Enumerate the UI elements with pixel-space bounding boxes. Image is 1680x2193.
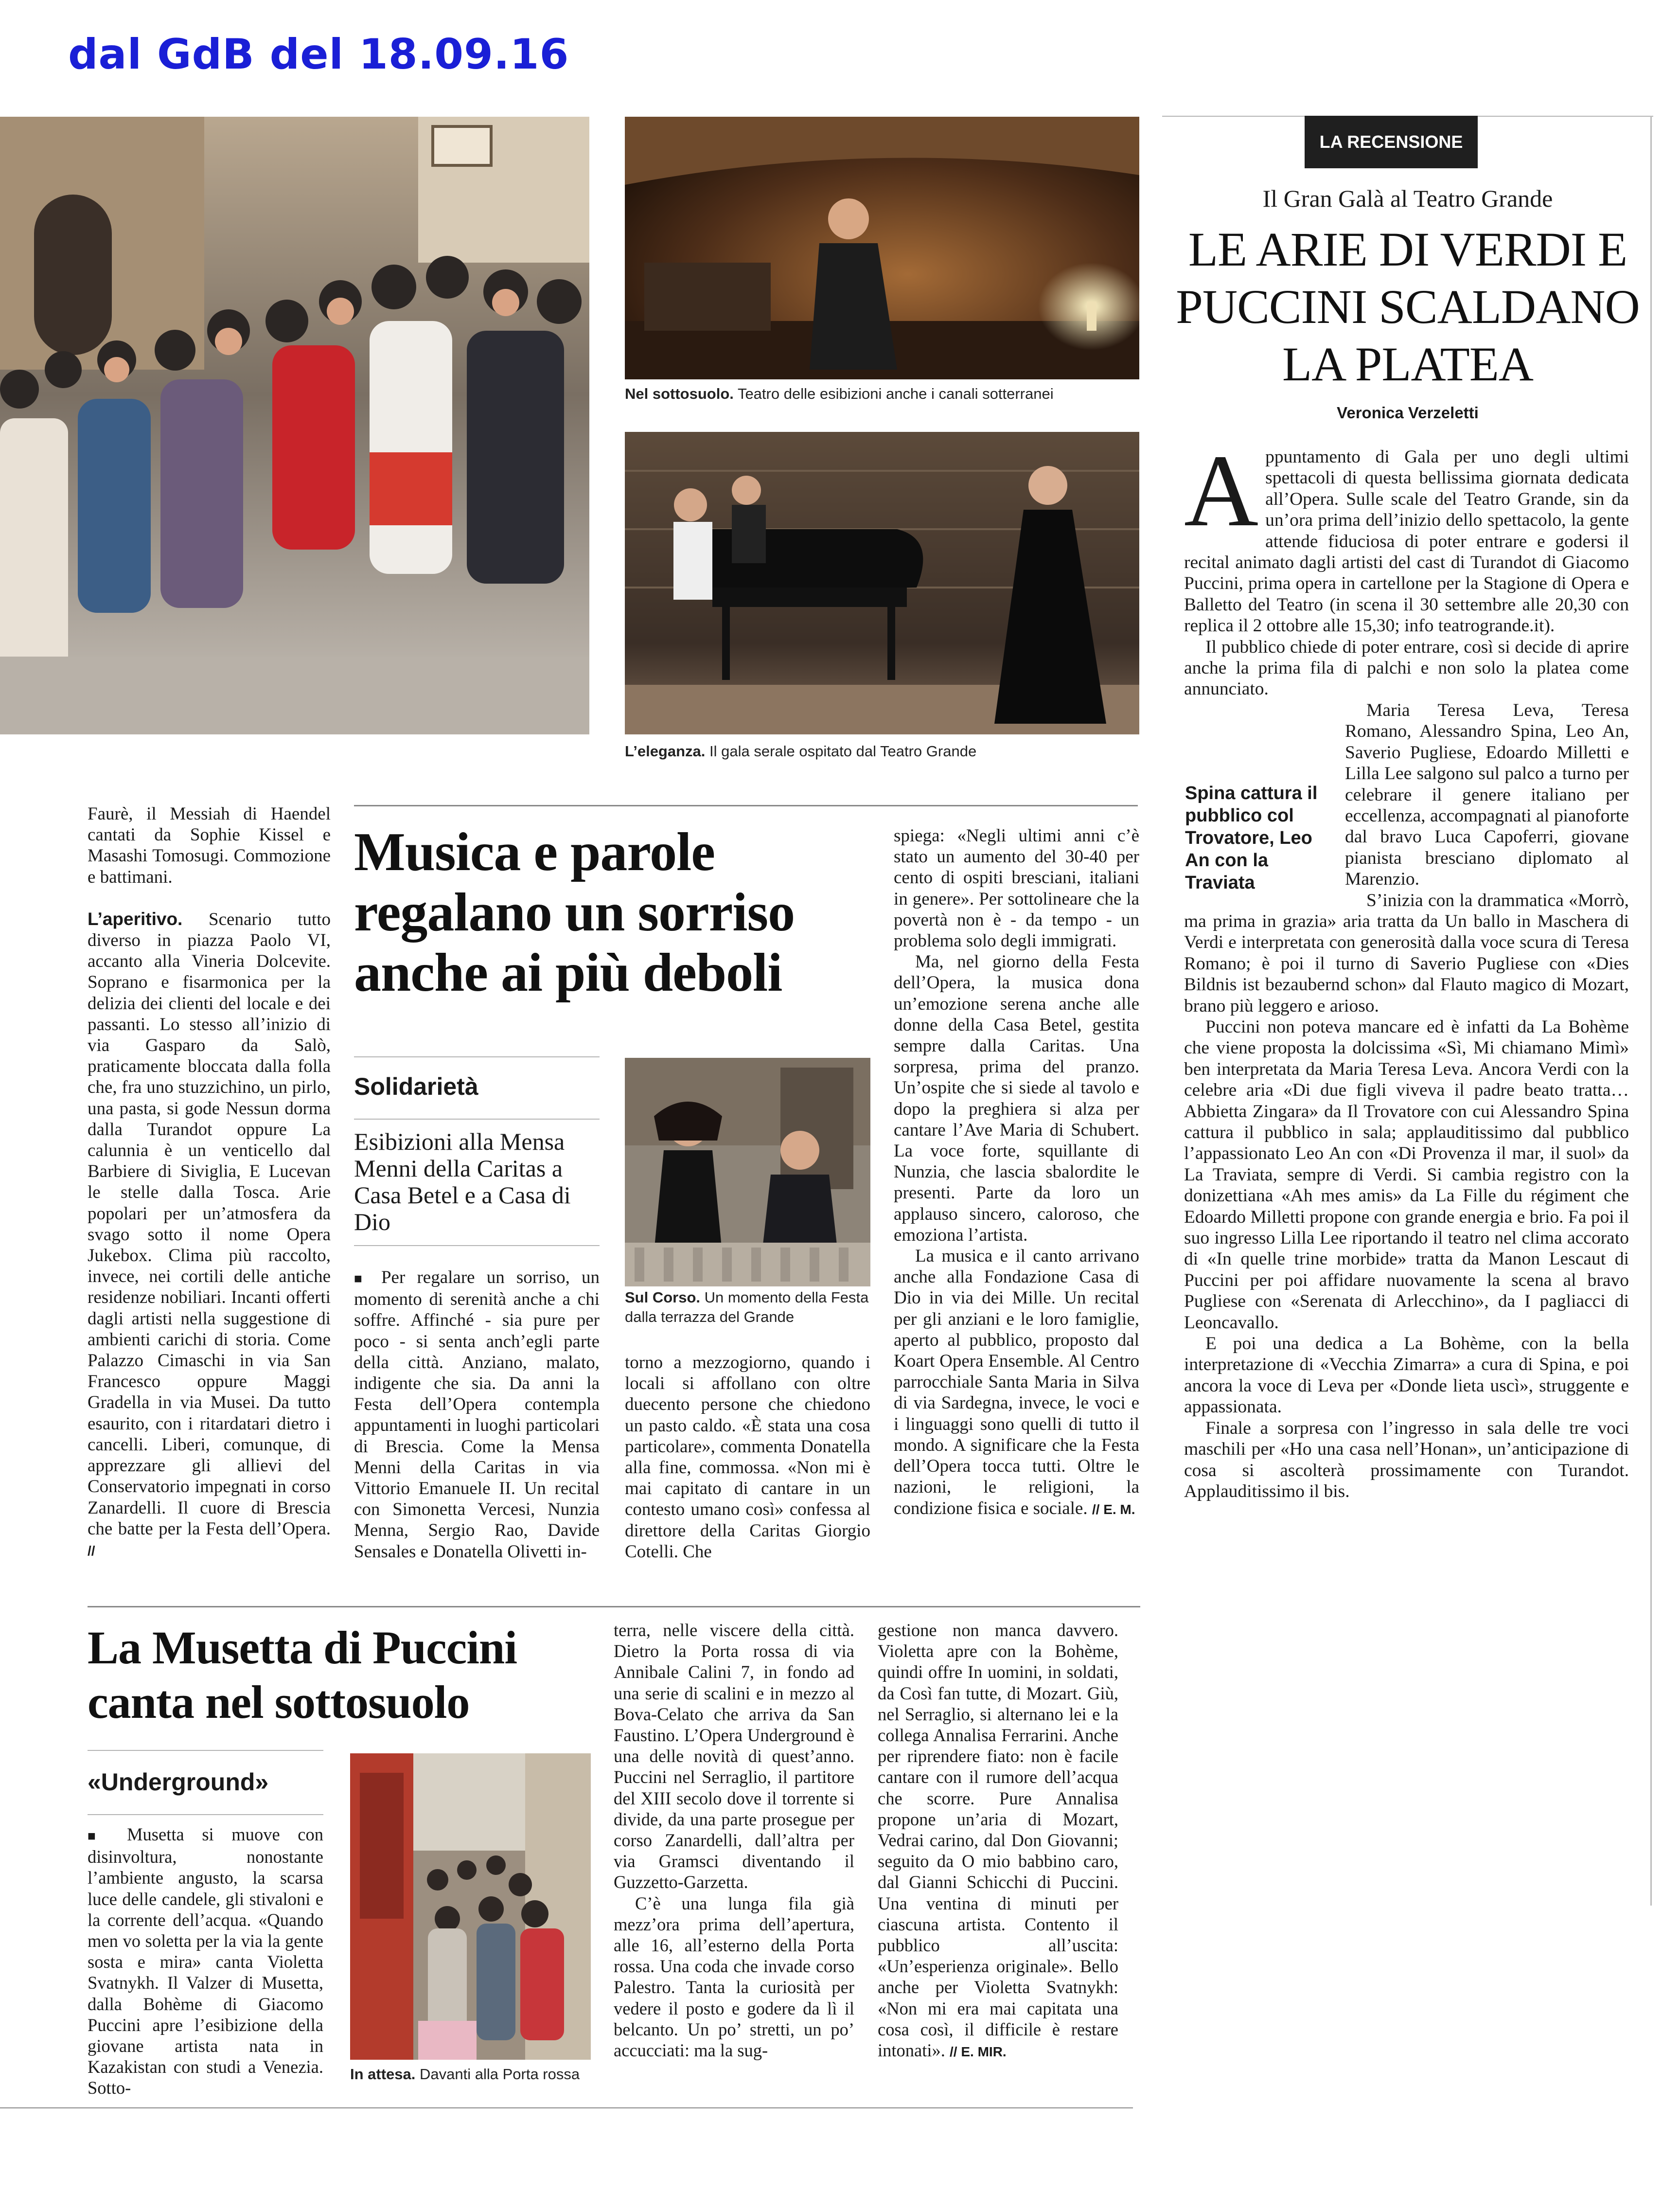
musica-col1 [354, 1267, 600, 1562]
musetta-headline: La Musetta di Puccini canta nel sottosuolo [88, 1622, 517, 1728]
musica-col3 [894, 825, 1139, 1520]
musetta-col2-p1: terra, nelle viscere della città. Dietro la Porta rossa di via Annibale Calini 7, in fondo ad una serie di scalini e in mezzo al Bova-Celato che arriva da San Faustino. L’Opera Underground è una delle novità di quest’anno. Puccini nel Serraglio, il partitore del XIII secolo dove il torrente si divide, da una parte prosegue per corso Zanardelli, dall’altra per via Gramsci diventando il Guzzetto-Garzetta. [614, 1620, 854, 1892]
piano-photo [625, 432, 1139, 734]
tunnel-photo [625, 117, 1139, 379]
musica-col3-p3: La musica e il canto arrivano anche alla Fondazione Casa di Dio in via dei Mille. Un recital per gli anziani e le loro famiglie, aperto al pubblico, proposto dal Koart Opera Ensemble. Al Centro parrocchiale Santa Maria in Silva di via Sardegna, invece, le voci e i linguaggi sono quelli di tutto il mondo. A significare che la Festa dell’Opera tocca tutti. Oltre le nazioni, le religioni, la condizione fisica e sociale. [894, 1246, 1139, 1518]
musica-headline: Musica e parole regalano un sorriso anche ai più deboli [354, 822, 795, 1003]
recensione-tag: LA RECENSIONE [1305, 116, 1478, 168]
musetta-col3-text: gestione non manca davvero. Violetta apre con la Bohème, quindi offre In uomini, in soldati, da Così fan tutte, di Mozart. Giù, nel Serraglio, si alternano lei e la collega Annalisa Ferrarini. Anche per riprendere fiato: non è facile cantare con il rumore dell’acqua che scorre. Pure Annalisa propone un’aria di Mozart, Vedrai carino, dal Don Giovanni; seguito da O mio babbino caro, dal Gianni Schicchi di Puccini. Una ventina di minuti per ciascuna artista. Contento il pubblico all’uscita: «Un’esperienza originale». Bello anche per Violetta Svatnykh: «Non mi era mai capitata una cosa così, il difficile è restare intonati». [878, 1620, 1118, 2061]
recensione-p6: E poi una dedica a La Bohème, con la bella interpretazione di «Vecchia Zimarra» a cura di Spina, e poi ancora la voce di Leva per «Donde lieta uscì», struggente e appassionata. [1184, 1334, 1629, 1417]
left-col-signature: // [88, 1543, 95, 1558]
musica-bullet-icon: ■ [354, 1271, 370, 1286]
terrace-caption-bold: Sul Corso. [625, 1289, 701, 1306]
musica-deck-bottom-rule [354, 1245, 600, 1246]
porta-photo [350, 1753, 591, 2060]
musetta-kicker: «Underground» [88, 1768, 269, 1796]
tunnel-caption [625, 384, 1139, 404]
recensione-overline: Il Gran Galà al Teatro Grande [1262, 185, 1553, 212]
musetta-bullet-icon: ■ [88, 1828, 109, 1843]
crowd-photo [0, 117, 589, 734]
musica-deck: Esibizioni alla Mensa Menni della Caritas a Casa Betel e a Casa di Dio [354, 1128, 571, 1235]
musetta-col2 [614, 1620, 854, 2061]
musica-col2 [625, 1352, 870, 1562]
tunnel-caption-text: Teatro delle esibizioni anche i canali sotterranei [733, 385, 1054, 402]
musica-col3-p1: spiega: «Negli ultimi anni c’è stato un aumento del 30-40 per cento di ospiti bresciani, italiani in genere». Per sottolineare che la povertà non è - da tempo - un problema solo degli immigrati. [894, 826, 1139, 951]
musica-kicker-rule [354, 1056, 600, 1057]
musetta-kicker-bottom-rule [88, 1814, 323, 1815]
musetta-kicker-rule [88, 1750, 323, 1751]
recensione-p1: ppuntamento di Gala per uno degli ultimi spettacoli di questa bellissima giornata dedicata all’Opera. Sulle scale del Teatro Grande, sin da un’ora prima dell’inizio dello spettacolo, la gente attende fiduciosa di poter entrare e godersi il recital animato dagli artisti del cast di Turandot di Giacomo Puccini, prima opera in cartellone per la Stagione di Opera e Balletto del Teatro (in scena il 30 settembre alle 20,30 con replica il 2 ottobre alle 15,30; info teatrogrande.it). [1184, 447, 1629, 636]
left-col-runin: L’aperitivo. [88, 909, 183, 929]
recensione-p2: Il pubblico chiede di poter entrare, così si decide di aprire anche la prima fila di palchi e non solo la platea come annunciato. [1184, 637, 1629, 699]
musica-signature: // E. M. [1092, 1501, 1135, 1517]
musetta-col2-p2: C’è una lunga fila già mezz’ora prima dell’apertura, alle 16, all’esterno della Porta rossa. Una coda che invade corso Palestro. Tanta la curiosità per vedere il posto e godere da lì il belcanto. Un po’ stretti, un po’ accucciati: ma la sug- [614, 1893, 854, 2061]
musica-kicker: Solidarietà [354, 1073, 478, 1100]
musetta-top-rule [88, 1606, 1140, 1607]
terrace-caption-text: Un momento della Festa dalla terrazza del Grande [625, 1289, 869, 1325]
piano-caption-text: Il gala serale ospitato dal Teatro Grande [705, 743, 977, 760]
recensione-p7: Finale a sorpresa con l’ingresso in sala delle tre voci maschili per «Ho una casa nell’Honan», un’anticipazione di cosa si ascolterà prossimamente con Turandot. Applauditissimo il bis. [1184, 1418, 1629, 1501]
recensione-p3: Maria Teresa Leva, Teresa Romano, Alessandro Spina, Leo An, Saverio Pugliese, Edoardo Milletti e Lilla Lee salgono sul palco a turno per celebrare il genere italiano per eccellenza, accompagnati al pianoforte dal bravo Luca Capoferri, giovane pianista bresciano diplomato al Marenzio. [1345, 700, 1629, 890]
musica-col3-p2: Ma, nel giorno della Festa dell’Opera, la musica dona un’emozione serena anche alle donne della Casa Betel, gestita sempre dalla Caritas. Una sorpresa, prima del pranzo. Un’ospite che si siede al tavolo e dopo la preghiera si alza per cantare l’Ave Maria di Schubert. La voce forte, squillante di Nunzia, che lascia sbalordite le presenti. Parte da loro un applauso sincero, caloroso, che emoziona l’artista. [894, 952, 1139, 1245]
musica-deck-rule [354, 1119, 600, 1120]
tunnel-caption-bold: Nel sottosuolo. [625, 385, 734, 402]
recensione-author: Veronica Verzeletti [1337, 404, 1479, 422]
recensione-headline: LE ARIE DI VERDI E PUCCINI SCALDANO LA PLATEA [1176, 222, 1640, 391]
recensione-p5: Puccini non poteva mancare ed è infatti da La Bohème che viene proposta la dolcissima «Sì, Mi chiamano Mimì» ben interpretata da Maria Teresa Leva. Ancora Verdi con la celebre aria «Di due figli viveva il padre beato tratta… Abbietta Zingara» da Il Trovatore con cui Alessandro Spina cattura il pubblico in sala; applauditissimo dal pubblico l’appassionato Leo An con «Di Provenza il mar, il suol» da La Traviata, sempre di Verdi. Si cambia registro con la donizettiana «Ah mes amis» da La Fille du régiment che Edoardo Milletti propone con grande energia e brio. Fa poi il suo ingresso Lilla Lee riportando il teatro nel clima accorato di «In quelle trine morbide» tratta da Manon Lescaut di Puccini per poi affidare nuovamente la scena al bravo Pugliese con «Serenata di Arlecchino», da I pagliacci di Leoncavallo. [1184, 1016, 1629, 1333]
musetta-col3 [878, 1620, 1118, 2062]
piano-caption-bold: L’eleganza. [625, 743, 706, 760]
musetta-signature: // E. MIR. [950, 2044, 1007, 2060]
porta-caption-bold: In attesa. [350, 2066, 416, 2083]
terrace-photo [625, 1058, 870, 1286]
source-line: dal GdB del 18.09.16 [68, 30, 569, 79]
left-col-p1: Faurè, il Messiah di Haendel cantati da Sophie Kissel e Masashi Tomosugi. Commozione e battimani. [88, 804, 331, 887]
piano-caption [625, 742, 1139, 761]
right-column-rule [1650, 116, 1652, 1906]
terrace-caption [625, 1288, 870, 1327]
recensione-dropcap: A [1184, 433, 1259, 548]
musica-top-rule [354, 805, 1138, 806]
left-col-p2: Scenario tutto diverso in piazza Paolo VI, accanto alla Vineria Dolcevite. Soprano e fisarmonica per la delizia dei clienti del locale e dei passanti. Lo stesso all’inizio di via Gasparo da Salò, praticamente bloccata dalla folla che, fra uno stuzzichino, un pirlo, una pasta, si gode Nessun dorma dalla Turandot oppure La calunnia è un venticello dal Barbiere di Siviglia, E Lucevan le stelle dalla Tosca. Arie popolari per un’atmosfera da svago sotto il nome Opera Jukebox. Clima più raccolto, invece, nei cortili delle antiche residenze nobiliari. Incanti offerti dagli artisti nella suggestione di ambienti carichi di storia. Come Palazzo Cimaschi in via San Francesco oppure Maggi Gradella in via Musei. Da tutto esaurito, con i ritardatari dietro i cancelli. Liberi, comunque, di apprezzare gli allievi del Conservatorio impegnati in corso Zanardelli. Il cuore di Brescia che batte per la Festa dell’Opera. [88, 909, 331, 1539]
left-column-body [88, 803, 331, 1561]
porta-caption [350, 2065, 591, 2084]
musetta-col1 [88, 1824, 323, 2099]
porta-caption-text: Davanti alla Porta rossa [415, 2066, 580, 2083]
page-bottom-rule [0, 2107, 1133, 2108]
recensione-p4: S’inizia con la drammatica «Morrò, ma prima in grazia» aria tratta da Un ballo in Maschera di Verdi e interpretata con generosità dalla voce scura di Teresa Romano; è poi il turno di Saverio Pugliese con «Dies Bildnis ist bezaubernd schon» dal Flauto magico di Mozart, brano più leggero e arioso. [1184, 890, 1629, 1016]
recensione-pullquote: Spina cattura il pubblico col Trovatore, Leo An con la Traviata [1185, 783, 1318, 893]
musetta-col1-text: Musetta si muove con disinvoltura, nonostante l’ambiente angusto, la scarsa luce delle candele, gli stivaloni e la corrente dell’acqua. «Quando men vo soletta per la via la gente sosta e mira» canta Violetta Svatnykh. Il Valzer di Musetta, dalla Bohème di Giacomo Puccini apre l’esibizione della giovane artista nata in Kazakistan con studi a Venezia. Sotto- [88, 1824, 323, 2098]
musica-col1-text: Per regalare un sorriso, un momento di serenità anche a chi soffre. Affinché - sia pure per poco - si senta anch’egli parte della città. Anziano, malato, indigente che sia. Da anni la Festa dell’Opera contempla appuntamenti in luoghi particolari di Brescia. Come la Mensa Menni della Caritas in via Vittorio Emanuele II. Un recital con Simonetta Vercesi, Nunzia Menna, Sergio Rao, Davide Sensales e Donatella Olivetti in- [354, 1267, 600, 1562]
musica-col2-text: torno a mezzogiorno, quando i locali si affollano con oltre duecento persone che chiedono un pasto caldo. «È stata una cosa particolare», commenta Donatella alla fine, commossa. «Non mi è mai capitato di cantare in un contesto umano così» confessa al direttore della Caritas Giorgio Cotelli. Che [625, 1353, 870, 1562]
recensione-body [1184, 433, 1629, 1502]
